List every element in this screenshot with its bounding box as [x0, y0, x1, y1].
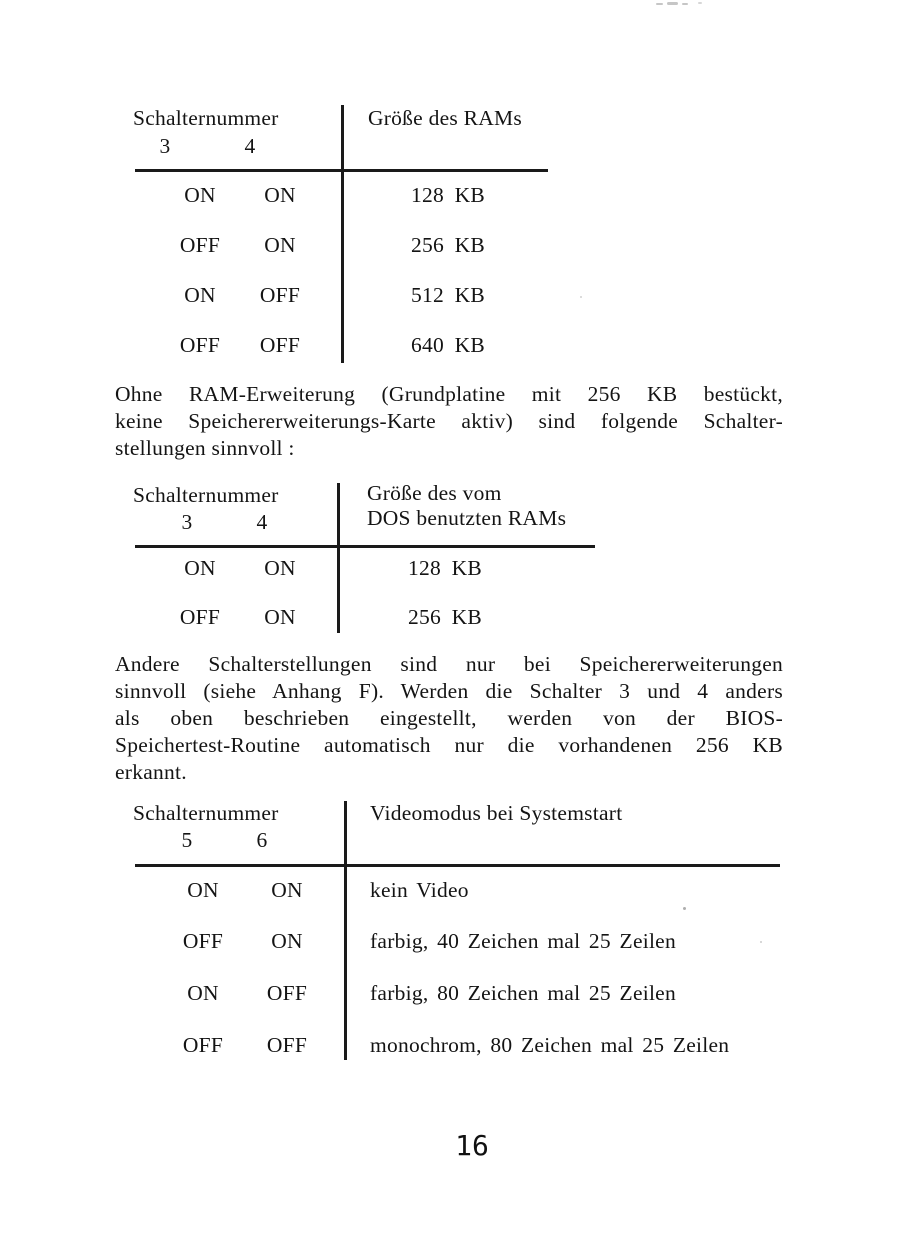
- row-value: 256 KB: [408, 605, 482, 629]
- scan-smudge: [656, 3, 663, 5]
- switch-state: ON: [187, 981, 219, 1005]
- scan-smudge: [698, 2, 702, 4]
- row-value: 256 KB: [411, 233, 485, 257]
- switch-state: ON: [264, 183, 296, 207]
- switch-number-label: 3: [159, 134, 171, 158]
- column-rule: [344, 801, 347, 1060]
- switch-state: OFF: [266, 1033, 308, 1057]
- table-title: Schalternummer: [133, 801, 279, 825]
- table-title: Schalternummer: [133, 106, 279, 130]
- switch-state: OFF: [182, 1033, 224, 1057]
- header-line: DOS benutzten RAMs: [367, 506, 567, 530]
- scan-speck: [760, 941, 762, 943]
- table-right-header: Größe des RAMs: [368, 106, 522, 130]
- paragraph-line: Ohne RAM-Erweiterung (Grundplatine mit 256 KB bestückt,: [115, 382, 783, 406]
- switch-number-label: 4: [244, 134, 256, 158]
- switch-state: ON: [184, 283, 216, 307]
- switch-state: OFF: [182, 929, 224, 953]
- switch-state: ON: [184, 183, 216, 207]
- switch-state: OFF: [266, 981, 308, 1005]
- switch-state: ON: [187, 878, 219, 902]
- paragraph-line: stellungen sinnvoll :: [115, 436, 295, 460]
- header-rule: [135, 864, 780, 867]
- switch-number-label: 4: [256, 510, 268, 534]
- row-value: 640 KB: [411, 333, 485, 357]
- switch-state: ON: [271, 929, 303, 953]
- table-title: Schalternummer: [133, 483, 279, 507]
- header-rule: [135, 169, 548, 172]
- switch-number-label: 3: [181, 510, 193, 534]
- table-right-header: Videomodus bei Systemstart: [370, 801, 623, 825]
- switch-state: OFF: [259, 283, 301, 307]
- table-right-header: [367, 481, 566, 531]
- paragraph-line: erkannt.: [115, 760, 187, 784]
- header-line: Größe des vom: [367, 481, 502, 505]
- paragraph-line: als oben beschrieben eingestellt, werden von der BIOS-: [115, 706, 783, 730]
- paragraph-line: Speichertest-Routine automatisch nur die vorhandenen 256 KB: [115, 733, 783, 757]
- switch-state: ON: [264, 233, 296, 257]
- row-value: 512 KB: [411, 283, 485, 307]
- page-number: 16: [455, 1129, 489, 1162]
- switch-number-label: 6: [256, 828, 268, 852]
- scan-speck: [683, 907, 686, 910]
- row-value: farbig, 80 Zeichen mal 25 Zeilen: [370, 981, 676, 1005]
- row-value: 128 KB: [408, 556, 482, 580]
- paragraph-line: Andere Schalterstellungen sind nur bei Speichererweiterungen: [115, 652, 783, 676]
- switch-number-label: 5: [181, 828, 193, 852]
- paragraph-other-settings: [115, 651, 783, 786]
- switch-state: OFF: [179, 233, 221, 257]
- switch-state: OFF: [179, 333, 221, 357]
- row-value: monochrom, 80 Zeichen mal 25 Zeilen: [370, 1033, 730, 1057]
- switch-state: OFF: [259, 333, 301, 357]
- row-value: kein Video: [370, 878, 469, 902]
- switch-state: ON: [264, 605, 296, 629]
- scan-speck: [580, 296, 582, 298]
- switch-state: ON: [271, 878, 303, 902]
- switch-state: OFF: [179, 605, 221, 629]
- scan-smudge: [667, 2, 678, 5]
- switch-state: ON: [184, 556, 216, 580]
- header-rule: [135, 545, 595, 548]
- paragraph-ram-expansion: [115, 381, 783, 462]
- paragraph-line: sinnvoll (siehe Anhang F). Werden die Schalter 3 und 4 anders: [115, 679, 783, 703]
- row-value: farbig, 40 Zeichen mal 25 Zeilen: [370, 929, 676, 953]
- scan-smudge: [682, 3, 688, 5]
- switch-state: ON: [264, 556, 296, 580]
- paragraph-line: keine Speichererweiterungs-Karte aktiv) sind folgende Schalter-: [115, 409, 783, 433]
- row-value: 128 KB: [411, 183, 485, 207]
